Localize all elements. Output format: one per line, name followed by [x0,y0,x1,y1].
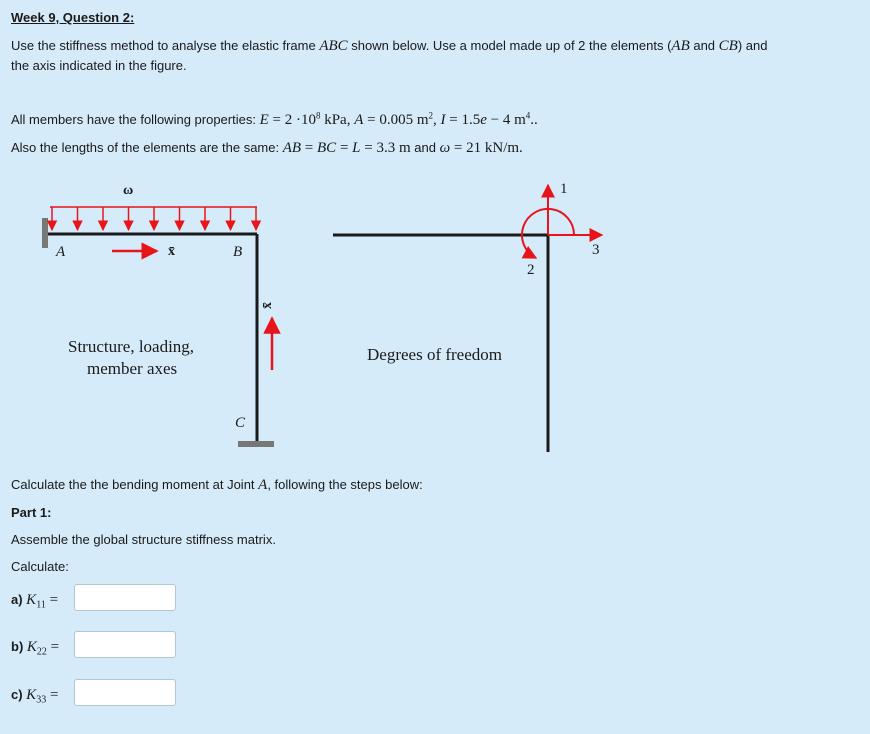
task-line: Calculate the the bending moment at Joint A, following the steps below: [11,477,423,493]
properties-line: All members have the following properties: $E = 2 \cdot 10^8$ kPa, A = 0.005 $m^2$, I = 1.5e − 4 $m^4$.. [11,110,538,128]
joint-c-label: C [235,415,246,431]
fixed-support-a [42,218,48,248]
k33-input[interactable] [74,679,176,706]
caption-left-line-2: member axes [87,359,178,378]
k22-label: b) $K_{22}$ = [11,639,60,658]
calculate-label: Calculate: [11,559,69,574]
k33-label: c) $K_{33}$ = [11,687,59,706]
distributed-load [52,207,256,230]
question-title: Week 9, Question 2: [11,10,135,25]
caption-left-line-1: Structure, loading, [68,337,195,356]
part-heading: Part 1: [11,505,52,520]
joint-b-label: B [233,244,243,260]
joint-a-label: A [56,244,66,260]
assemble-instruction: Assemble the global structure stiffness matrix. [11,532,276,547]
caption-right: Degrees of freedom [367,345,502,364]
intro-line-2: the axis indicated in the figure. [11,58,187,73]
k11-label: a) $K_{11}$ = [11,592,59,611]
dof-3-label: 3 [592,242,600,258]
lengths-line: Also the lengths of the elements are the same: AB = BC = L = 3.3 m and ω = 21 kN/m. [11,140,523,156]
omega-label: ω [123,183,134,198]
dof-2-label: 2 [527,262,535,278]
fixed-support-c [238,441,274,447]
xbar-label-ab: x̄ [168,244,175,259]
intro-line-1: Use the stiffness method to analyse the elastic frame ABC shown below. Use a model made up of 2 the elements (AB and CB) and [11,38,768,54]
xbar-label-cb: x̄ [260,302,275,309]
k11-input[interactable] [74,584,176,611]
dof-1-label: 1 [560,181,568,197]
k22-input[interactable] [74,631,176,658]
